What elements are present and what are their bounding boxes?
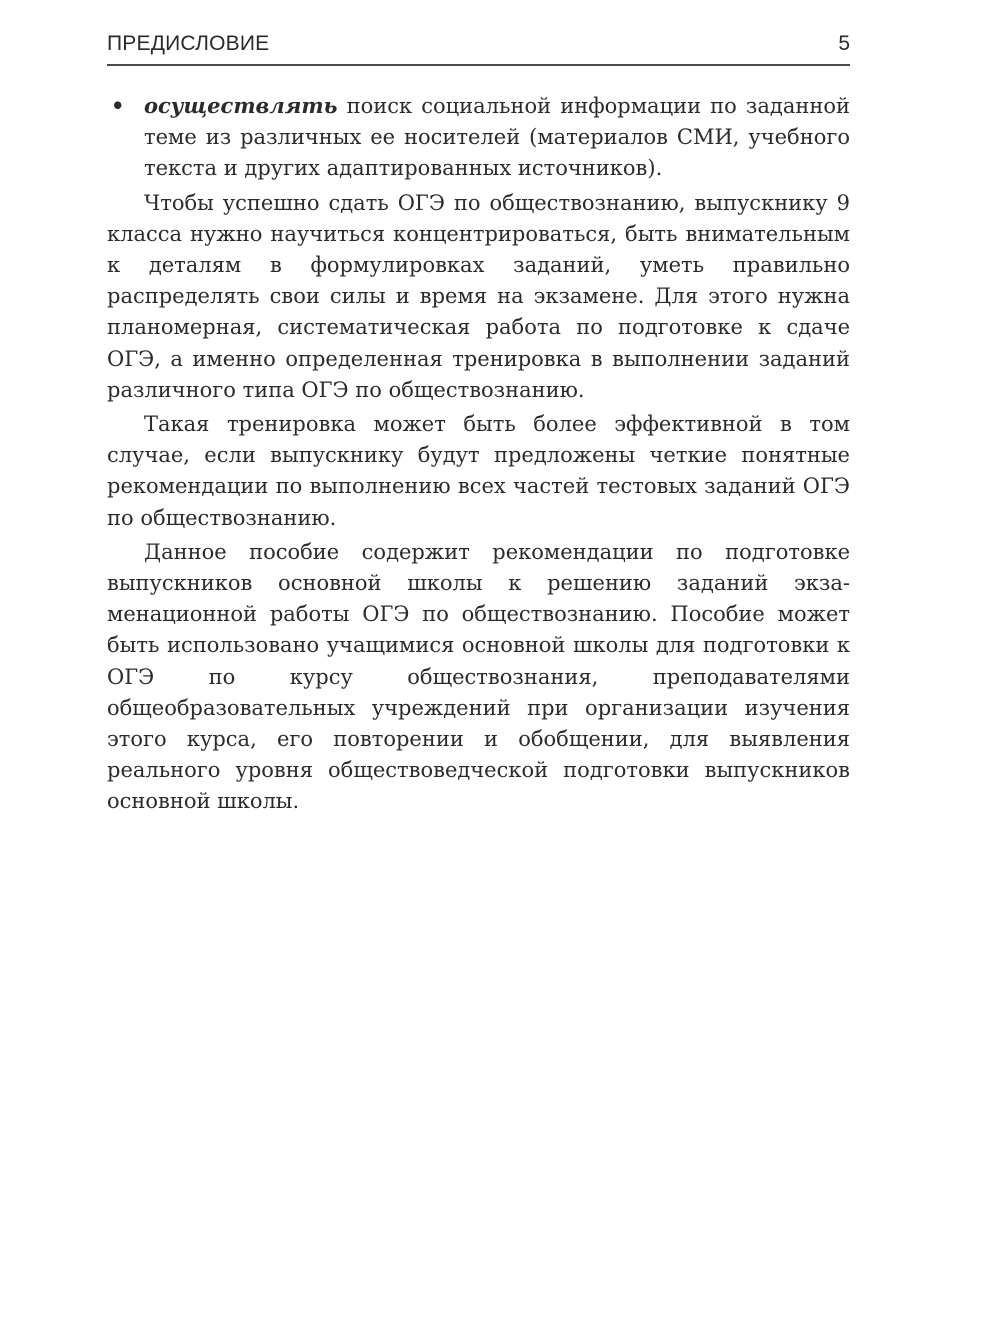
section-title: ПРЕДИСЛОВИЕ xyxy=(107,32,270,55)
bullet-text: поиск социальной информации по заданной теме из различных ее носителей (материалов СМИ, учебного текста и других адаптированных источников). xyxy=(144,94,850,181)
page-number: 5 xyxy=(838,32,850,55)
paragraph-1: Чтобы успешно сдать ОГЭ по обществознанию, выпускнику 9 класса нужно научиться концентрироваться, быть внимательным к деталям в формулировках заданий, уметь правильно распределять свои силы и время на экзамене. Для этого нужна планомерная, систематическая работа по подготовке к сдаче ОГЭ, а именно определенная тренировка в выполнении заданий различного типа ОГЭ по обществознанию. xyxy=(107,190,850,402)
bullet-term: осуществлять xyxy=(144,93,338,118)
bullet-marker: • xyxy=(111,93,125,118)
paragraph-3: Данное пособие содержит рекомендации по подготовке выпускников основной школы к решению заданий экзаменационной работы ОГЭ по обществознанию. Пособие может быть использовано учащимися основной школы для подготовки к ОГЭ по курсу обществознания, преподавателями общеобразовательных учреждений при организации изучения этого курса, его повторении и обобщении, для выявления реального уровня обществоведческой подготовки выпускников основной школы. xyxy=(107,539,850,814)
running-header xyxy=(107,28,850,66)
paragraph-2: Такая тренировка может быть более эффективной в том случае, если выпускнику будут предложены четкие понятные рекомендации по выполнению всех частей тестовых заданий ОГЭ по обществознанию. xyxy=(107,412,850,530)
bullet-item xyxy=(107,90,850,185)
body-text xyxy=(107,90,850,821)
